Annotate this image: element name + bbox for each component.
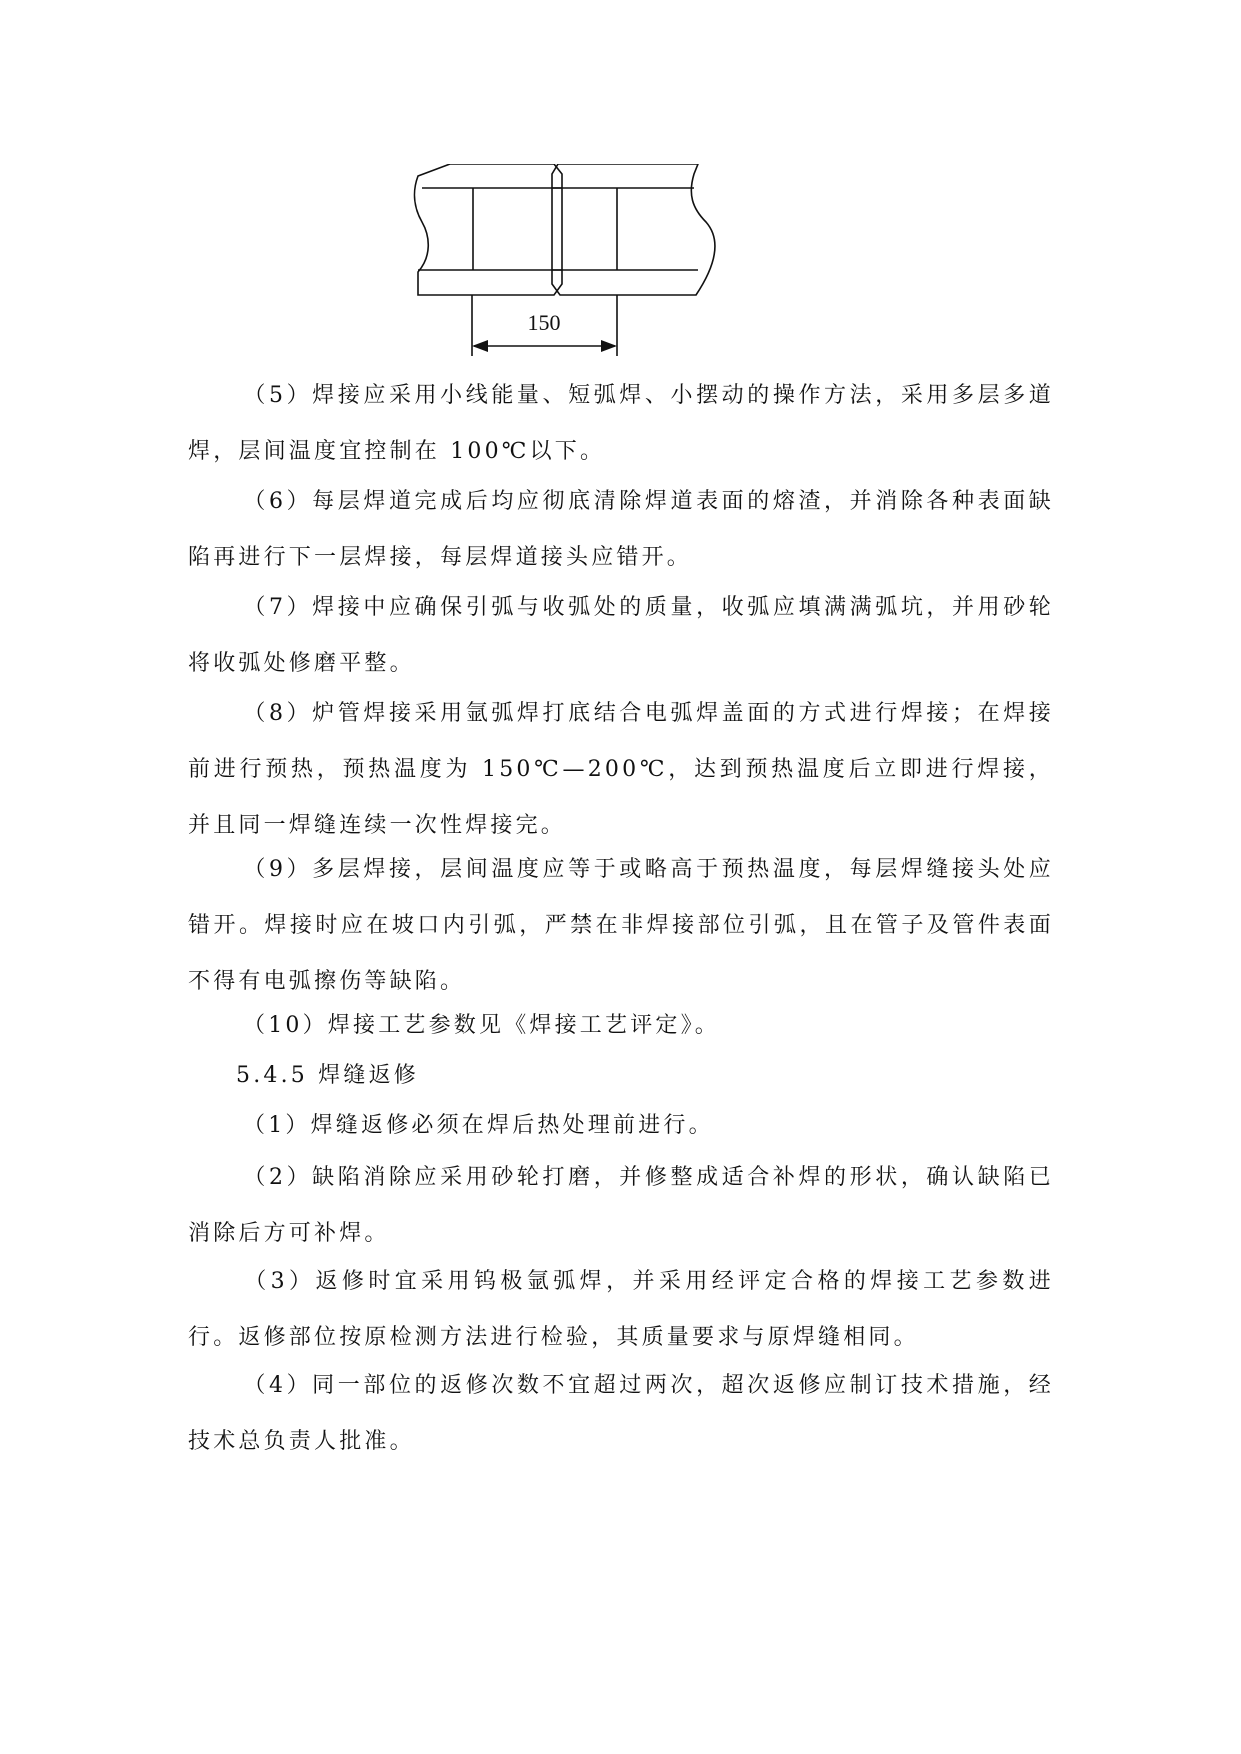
repair-item-4: （4）同一部位的返修次数不宜超过两次，超次返修应制订技术措施，经技术总负责人批准。 xyxy=(188,1373,1054,1454)
right-pipe-outline xyxy=(552,164,715,295)
left-pipe-outline xyxy=(415,164,562,295)
paragraph-6: （6）每层焊道完成后均应彻底清除焊道表面的熔渣，并消除各种表面缺陷再进行下一层焊接，每层焊道接头应错开。 xyxy=(188,489,1054,570)
paragraph-8: （8）炉管焊接采用氩弧焊打底结合电弧焊盖面的方式进行焊接；在焊接前进行预热，预热温度为 150℃—200℃，达到预热温度后立即进行焊接，并且同一焊缝连续一次性焊接完。 xyxy=(188,701,1054,838)
section-heading-5-4-5: 5.4.5 焊缝返修 xyxy=(236,1063,419,1088)
paragraph-7: （7）焊接中应确保引弧与收弧处的质量，收弧应填满满弧坑，并用砂轮将收弧处修磨平整。 xyxy=(188,595,1054,676)
paragraph-5: （5）焊接应采用小线能量、短弧焊、小摆动的操作方法，采用多层多道焊，层间温度宜控制在 100℃以下。 xyxy=(188,383,1054,464)
dimension-label: 150 xyxy=(527,310,561,335)
dimension-arrow-right xyxy=(601,340,617,352)
repair-item-1: （1）焊缝返修必须在焊后热处理前进行。 xyxy=(243,1113,714,1138)
dimension-arrow-left xyxy=(472,340,488,352)
repair-item-3: （3）返修时宜采用钨极氩弧焊，并采用经评定合格的焊接工艺参数进行。返修部位按原检测方法进行检验，其质量要求与原焊缝相同。 xyxy=(188,1269,1054,1350)
repair-item-2: （2）缺陷消除应采用砂轮打磨，并修整成适合补焊的形状，确认缺陷已消除后方可补焊。 xyxy=(188,1165,1054,1246)
paragraph-9: （9）多层焊接，层间温度应等于或略高于预热温度，每层焊缝接头处应错开。焊接时应在坡口内引弧，严禁在非焊接部位引弧，且在管子及管件表面不得有电弧擦伤等缺陷。 xyxy=(188,857,1054,994)
paragraph-10: （10）焊接工艺参数见《焊接工艺评定》。 xyxy=(243,1013,720,1038)
